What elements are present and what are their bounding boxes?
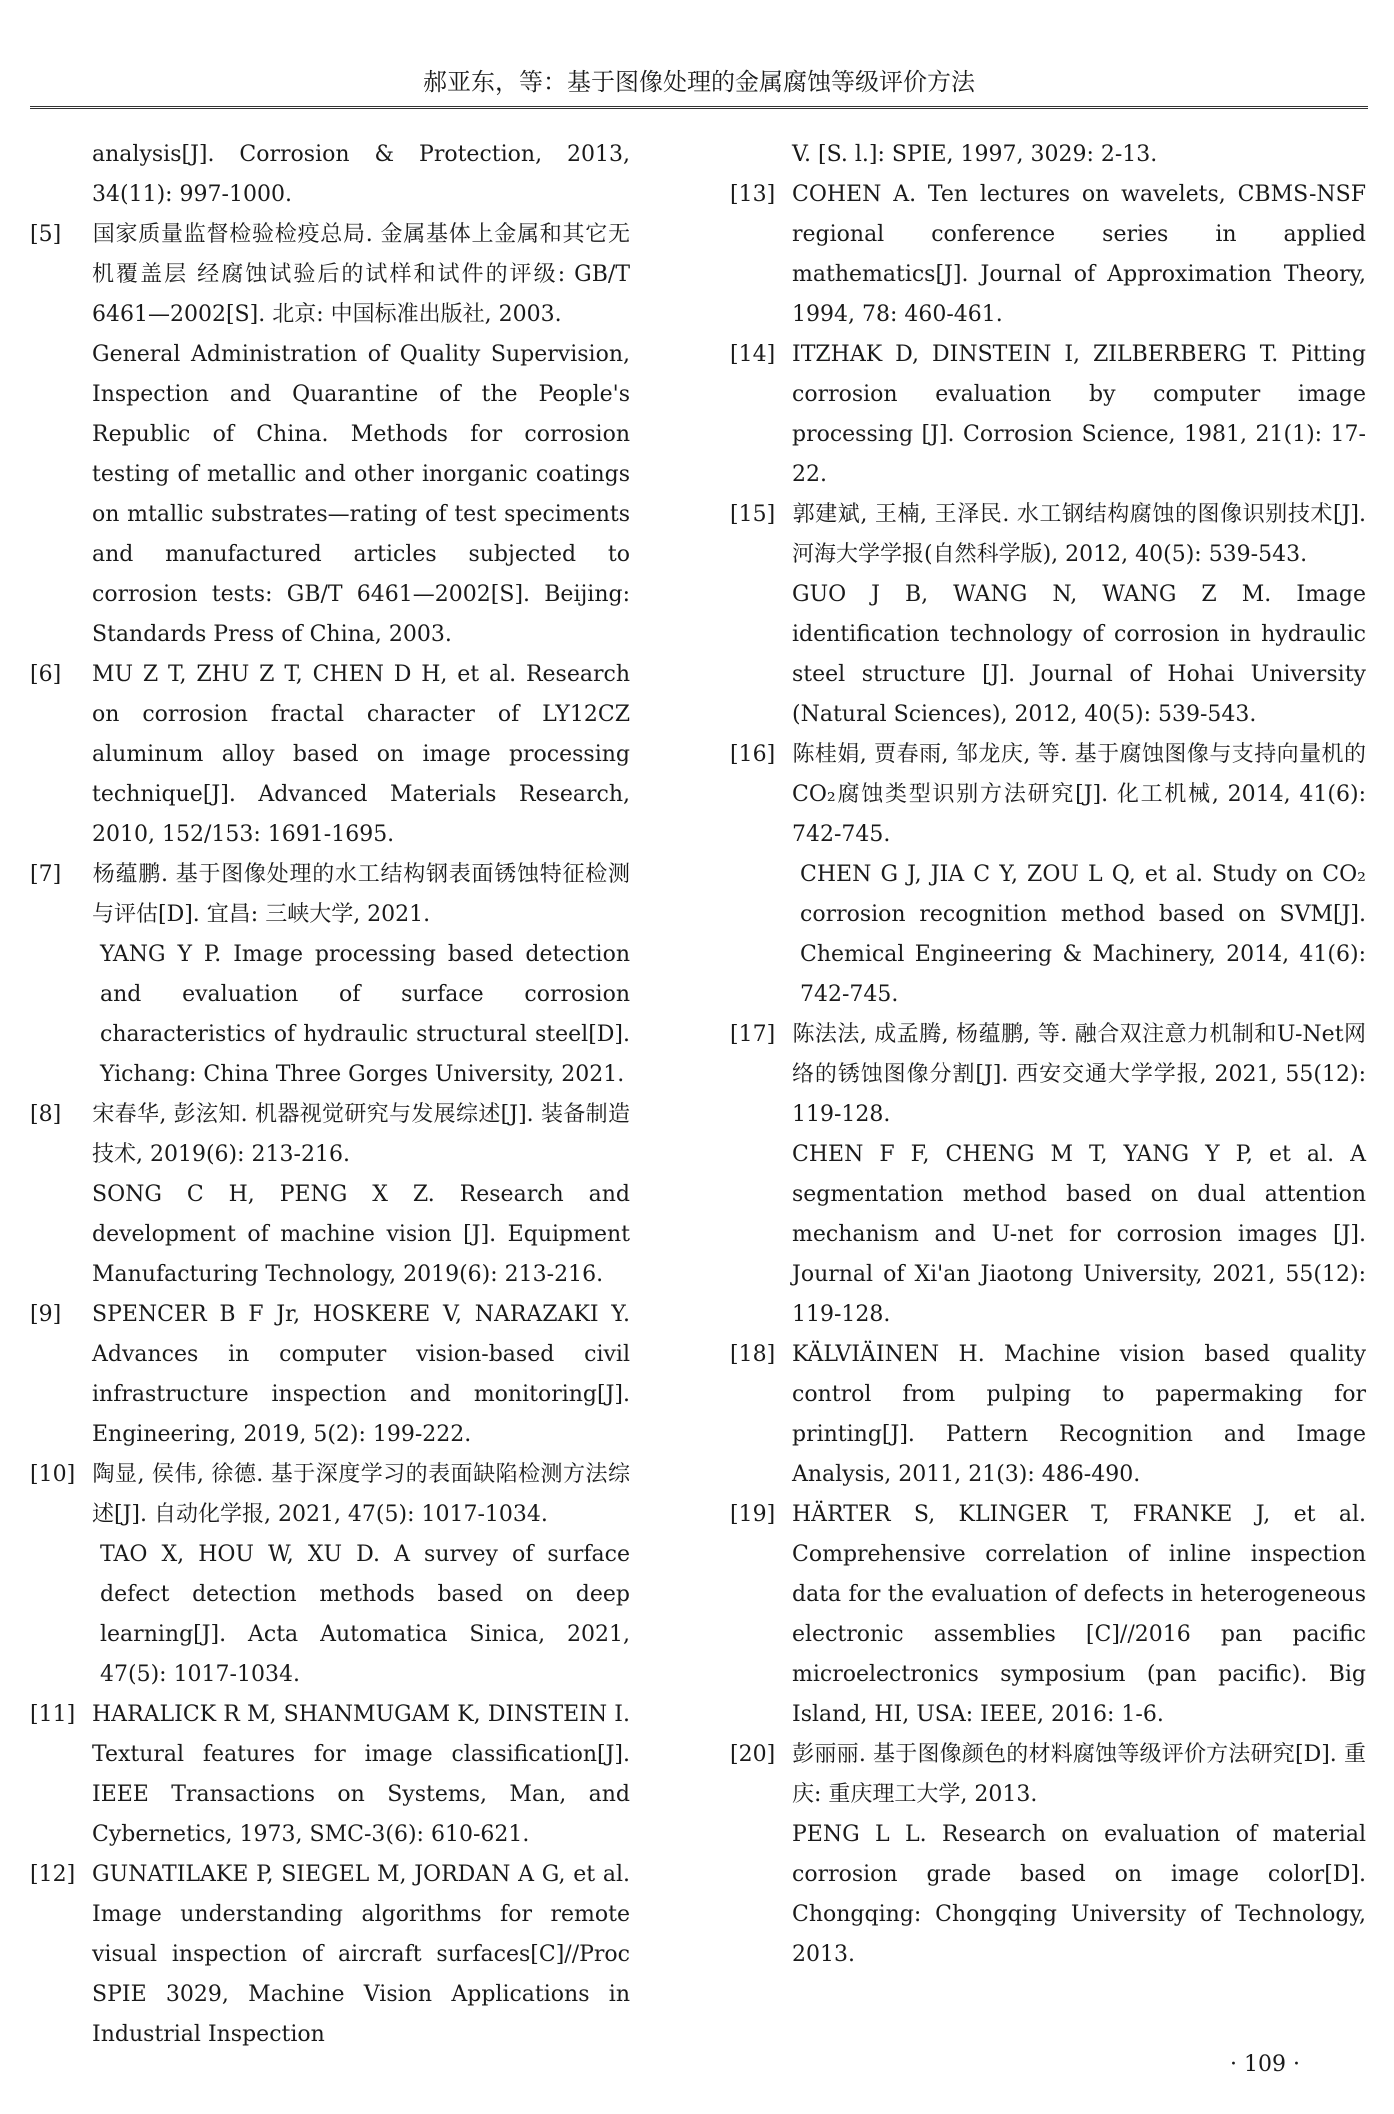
reference-number: [11] xyxy=(30,1702,76,1727)
reference-number: [20] xyxy=(730,1742,776,1767)
reference-text: HÄRTER S, KLINGER T, FRANKE J, et al. Comprehensive correlation of inline inspection data for the evaluation of defects in heterogeneous electronic assemblies [C]//2016 pan pacific microelectronics symposium (pan pacific). Big Island, HI, USA: IEEE, 2016: 1-6. xyxy=(792,1502,1366,1727)
left-column xyxy=(30,135,630,2055)
reference-entry xyxy=(730,735,1366,855)
reference-continuation xyxy=(30,135,630,215)
page-number: · 109 · xyxy=(1230,2052,1300,2077)
reference-continuation xyxy=(730,135,1366,175)
reference-number: [18] xyxy=(730,1342,776,1367)
reference-entry xyxy=(30,215,630,335)
reference-entry xyxy=(30,1695,630,1855)
reference-text: SONG C H, PENG X Z. Research and development of machine vision [J]. Equipment Manufacturing Technology, 2019(6): 213-216. xyxy=(92,1182,630,1287)
reference-text: 杨蕴鹏. 基于图像处理的水工结构钢表面锈蚀特征检测与评估[D]. 宜昌: 三峡大学, 2021. xyxy=(92,862,630,927)
reference-continuation xyxy=(730,575,1366,735)
reference-number: [12] xyxy=(30,1862,76,1887)
reference-continuation xyxy=(730,855,1366,1015)
reference-text: KÄLVIÄINEN H. Machine vision based quality control from pulping to papermaking for printing[J]. Pattern Recognition and Image Analysis, 2011, 21(3): 486-490. xyxy=(792,1342,1366,1487)
reference-number: [19] xyxy=(730,1502,776,1527)
reference-text: SPENCER B F Jr, HOSKERE V, NARAZAKI Y. Advances in computer vision-based civil infrastructure inspection and monitoring[J]. Engineering, 2019, 5(2): 199-222. xyxy=(92,1302,630,1447)
reference-entry xyxy=(30,1455,630,1535)
reference-number: [8] xyxy=(30,1102,62,1127)
reference-text: 陈法法, 成孟腾, 杨蕴鹏, 等. 融合双注意力机制和U-Net网络的锈蚀图像分割[J]. 西安交通大学学报, 2021, 55(12): 119-128. xyxy=(792,1022,1366,1127)
reference-continuation xyxy=(730,1815,1366,1975)
reference-text: V. [S. l.]: SPIE, 1997, 3029: 2-13. xyxy=(792,142,1158,167)
reference-text: GUO J B, WANG N, WANG Z M. Image identification technology of corrosion in hydraulic steel structure [J]. Journal of Hohai University (Natural Sciences), 2012, 40(5): 539-543. xyxy=(792,582,1366,727)
reference-text: COHEN A. Ten lectures on wavelets, CBMS-NSF regional conference series in applied mathematics[J]. Journal of Approximation Theory, 1994, 78: 460-461. xyxy=(792,182,1366,327)
reference-entry xyxy=(730,1335,1366,1495)
reference-entry xyxy=(730,495,1366,575)
reference-entry xyxy=(730,1015,1366,1135)
reference-entry xyxy=(30,1855,630,2055)
reference-entry xyxy=(30,1095,630,1175)
reference-text: PENG L L. Research on evaluation of material corrosion grade based on image color[D]. Chongqing: Chongqing University of Technology, 2013. xyxy=(792,1822,1366,1967)
reference-text: 彭丽丽. 基于图像颜色的材料腐蚀等级评价方法研究[D]. 重庆: 重庆理工大学, 2013. xyxy=(792,1742,1366,1807)
reference-text: HARALICK R M, SHANMUGAM K, DINSTEIN I. Textural features for image classification[J]. IEEE Transactions on Systems, Man, and Cybernetics, 1973, SMC-3(6): 610-621. xyxy=(92,1702,630,1847)
reference-text: YANG Y P. Image processing based detection and evaluation of surface corrosion characteristics of hydraulic structural steel[D]. Yichang: China Three Gorges University, 2021. xyxy=(100,942,630,1087)
reference-text: analysis[J]. Corrosion & Protection, 2013, 34(11): 997-1000. xyxy=(92,142,630,207)
reference-text: GUNATILAKE P, SIEGEL M, JORDAN A G, et al. Image understanding algorithms for remote visual inspection of aircraft surfaces[C]//Proc SPIE 3029, Machine Vision Applications in Industrial Inspection xyxy=(92,1862,630,2047)
reference-entry xyxy=(730,1495,1366,1735)
reference-number: [16] xyxy=(730,742,776,767)
reference-continuation xyxy=(30,1535,630,1695)
reference-number: [9] xyxy=(30,1302,62,1327)
reference-continuation xyxy=(30,1175,630,1295)
reference-entry xyxy=(30,855,630,935)
reference-entry xyxy=(730,335,1366,495)
reference-number: [10] xyxy=(30,1462,76,1487)
reference-number: [5] xyxy=(30,222,62,247)
reference-number: [13] xyxy=(730,182,776,207)
reference-number: [17] xyxy=(730,1022,776,1047)
reference-entry xyxy=(30,1295,630,1455)
reference-continuation xyxy=(730,1135,1366,1335)
reference-number: [7] xyxy=(30,862,62,887)
reference-entry xyxy=(30,655,630,855)
reference-number: [15] xyxy=(730,502,776,527)
reference-text: CHEN F F, CHENG M T, YANG Y P, et al. A segmentation method based on dual attention mechanism and U-net for corrosion images [J]. Journal of Xi'an Jiaotong University, 2021, 55(12): 119-128. xyxy=(792,1142,1366,1327)
reference-number: [14] xyxy=(730,342,776,367)
reference-text: 国家质量监督检验检疫总局. 金属基体上金属和其它无机覆盖层 经腐蚀试验后的试样和试件的评级: GB/T 6461—2002[S]. 北京: 中国标准出版社, 2003. xyxy=(92,222,630,327)
reference-entry xyxy=(730,175,1366,335)
reference-text: MU Z T, ZHU Z T, CHEN D H, et al. Research on corrosion fractal character of LY12CZ aluminum alloy based on image processing technique[J]. Advanced Materials Research, 2010, 152/153: 1691-1695. xyxy=(92,662,630,847)
reference-text: 陶显, 侯伟, 徐德. 基于深度学习的表面缺陷检测方法综述[J]. 自动化学报, 2021, 47(5): 1017-1034. xyxy=(92,1462,630,1527)
reference-text: 宋春华, 彭泫知. 机器视觉研究与发展综述[J]. 装备制造技术, 2019(6): 213-216. xyxy=(92,1102,630,1167)
reference-number: [6] xyxy=(30,662,62,687)
reference-entry xyxy=(730,1735,1366,1815)
reference-text: ITZHAK D, DINSTEIN I, ZILBERBERG T. Pitting corrosion evaluation by computer image processing [J]. Corrosion Science, 1981, 21(1): 17-22. xyxy=(792,342,1366,487)
reference-text: TAO X, HOU W, XU D. A survey of surface defect detection methods based on deep learning[J]. Acta Automatica Sinica, 2021, 47(5): 1017-1034. xyxy=(100,1542,630,1687)
reference-text: 陈桂娟, 贾春雨, 邹龙庆, 等. 基于腐蚀图像与支持向量机的CO₂腐蚀类型识别方法研究[J]. 化工机械, 2014, 41(6): 742-745. xyxy=(792,742,1366,847)
reference-continuation xyxy=(30,335,630,655)
reference-continuation xyxy=(30,935,630,1095)
right-column xyxy=(730,135,1366,1975)
running-header: 郝亚东，等：基于图像处理的金属腐蚀等级评价方法 xyxy=(30,58,1368,109)
reference-text: General Administration of Quality Supervision, Inspection and Quarantine of the People's Republic of China. Methods for corrosion testing of metallic and other inorganic coatings on mtallic substrates—rating of test speciments and manufactured articles subjected to corrosion tests: GB/T 6461—2002[S]. Beijing: Standards Press of China, 2003. xyxy=(92,342,630,647)
reference-text: CHEN G J, JIA C Y, ZOU L Q, et al. Study on CO₂ corrosion recognition method based on SVM[J]. Chemical Engineering & Machinery, 2014, 41(6): 742-745. xyxy=(800,862,1366,1007)
reference-text: 郭建斌, 王楠, 王泽民. 水工钢结构腐蚀的图像识别技术[J]. 河海大学学报(自然科学版), 2012, 40(5): 539-543. xyxy=(792,502,1366,567)
